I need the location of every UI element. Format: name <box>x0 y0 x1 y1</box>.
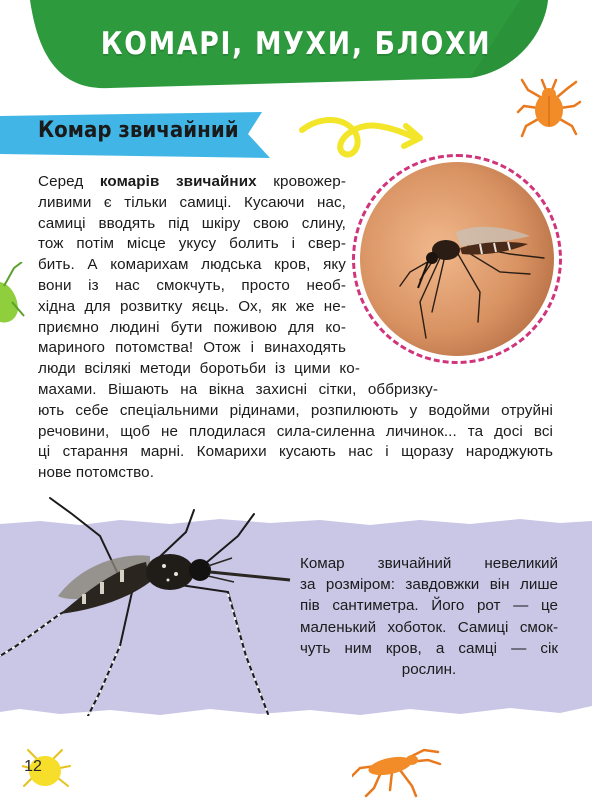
text-line: речовини, щоб не плодилася сила-силенна личинок... та досі всі <box>38 422 553 440</box>
text-line: Серед комарів звичайних кровожер- <box>38 173 346 190</box>
section-title: Комар звичайний <box>38 118 239 143</box>
yellow-squiggle-arrow-icon <box>298 108 428 168</box>
text-line: чуть ним кров, а самці — сік <box>300 639 558 657</box>
page-number: 12 <box>24 758 42 775</box>
text-line: мариного потомства! Отож і винаходять <box>38 339 346 357</box>
band-paragraph <box>300 553 558 680</box>
text-line: ливими є тільки самиці. Кусаючи нас, <box>38 193 346 211</box>
text-line: маленький хоботок. Самиці смок- <box>300 618 558 636</box>
text-line: приємно людині бути поживою для ко- <box>38 318 346 336</box>
text-line: самиці вводять під шкіру свою слину, <box>38 214 346 232</box>
text-line: Комар звичайний невеликий <box>300 555 558 572</box>
text-line: рослин. <box>401 661 457 679</box>
text-line: хідна для розвитку яєць. Ох, як же не- <box>38 297 346 315</box>
mosquito-closeup-image <box>0 496 300 716</box>
bold-term: комарів звичайних <box>99 173 257 190</box>
orange-beetle-icon <box>516 76 582 140</box>
text-line: за розміром: завдовжки він лише <box>300 576 558 594</box>
text-line: пів сантиметра. Його рот — це <box>300 597 558 615</box>
text-line: тож потім місце укусу болить і свер- <box>38 235 346 253</box>
page-title: КОМАРІ, МУХИ, БЛОХИ <box>100 26 492 62</box>
text-line: махами. Вішають на вікна захисні сітки, оббризку- <box>38 380 438 398</box>
text-line: вони із нас смокчуть, просто необ- <box>38 276 346 294</box>
text-line: люди всілякі методи боротьби із цими ко- <box>38 360 360 378</box>
orange-beetle-icon <box>352 748 442 798</box>
green-grasshopper-icon <box>0 262 26 332</box>
text-line: нове потомство. <box>38 464 155 482</box>
text-line: ці старання марні. Комарихи кусають нас і щоразу народжують <box>38 443 553 461</box>
text-line: бить. А комарихам людська кров, яку <box>38 256 346 274</box>
text-line: ють себе спеціальними рідинами, розпилюють у водойми отруйні <box>38 401 553 419</box>
body-paragraph <box>38 172 553 484</box>
